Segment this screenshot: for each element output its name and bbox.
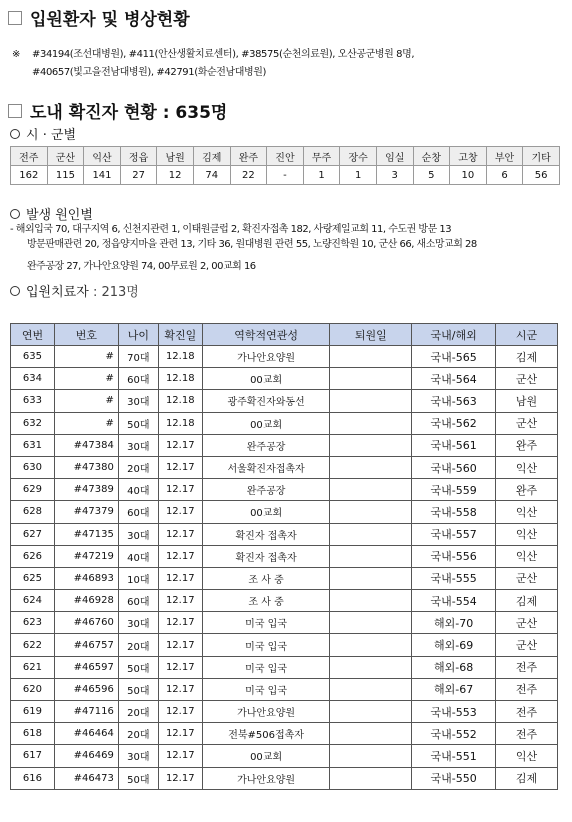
table-row (11, 745, 558, 767)
epi-link-cell: 가나안요양원 (202, 767, 330, 789)
epi-link-cell: 전북#506접촉자 (202, 723, 330, 745)
route-cell: 국내-560 (412, 456, 496, 478)
age-cell: 20대 (118, 456, 158, 478)
case-number-cell: #46928 (54, 590, 118, 612)
table-row (11, 434, 558, 456)
discharge-date-cell (330, 456, 412, 478)
case-number-cell: #47384 (54, 434, 118, 456)
case-number-cell: #46757 (54, 634, 118, 656)
region-header-cell: 남원 (157, 147, 194, 166)
case-number-cell: #46893 (54, 567, 118, 589)
region-header-cell: 군산 (47, 147, 84, 166)
epi-link-cell: 확진자 접촉자 (202, 545, 330, 567)
case-number-cell: #47135 (54, 523, 118, 545)
table-row (11, 701, 558, 723)
city-cell: 전주 (496, 723, 558, 745)
region-value-cell: 10 (450, 166, 487, 185)
route-cell: 국내-553 (412, 701, 496, 723)
serial-cell: 622 (11, 634, 55, 656)
age-cell: 30대 (118, 434, 158, 456)
epi-link-cell: 미국 입국 (202, 678, 330, 700)
city-cell: 군산 (496, 612, 558, 634)
subheading-label: 발생 원인별 (26, 208, 93, 223)
serial-cell: 625 (11, 567, 55, 589)
cause-line: - 해외입국 70, 대구지역 6, 신천지관련 1, 이태원클럽 2, 확진자접촉 182, 사랑제일교회 11, 수도권 방문 13 (10, 224, 452, 235)
subheading-label: 입원치료자 (26, 285, 89, 300)
discharge-date-cell (330, 678, 412, 700)
confirm-date-cell: 12.17 (158, 723, 202, 745)
column-header: 확진일 (158, 324, 202, 346)
serial-cell: 616 (11, 767, 55, 789)
checkbox-square-icon (8, 11, 22, 25)
age-cell: 20대 (118, 634, 158, 656)
confirm-date-cell: 12.18 (158, 368, 202, 390)
region-value-cell: 5 (413, 166, 450, 185)
serial-cell: 632 (11, 412, 55, 434)
city-cell: 익산 (496, 523, 558, 545)
city-cell: 군산 (496, 412, 558, 434)
serial-cell: 620 (11, 678, 55, 700)
confirm-date-cell: 12.17 (158, 612, 202, 634)
age-cell: 30대 (118, 745, 158, 767)
subheading-inpatient (10, 281, 139, 300)
discharge-date-cell (330, 545, 412, 567)
column-header: 역학적연관성 (202, 324, 330, 346)
serial-cell: 633 (11, 390, 55, 412)
route-cell: 국내-564 (412, 368, 496, 390)
section-title: 입원환자 및 병상현황 (30, 10, 190, 30)
region-header-cell: 순창 (413, 147, 450, 166)
confirm-date-cell: 12.17 (158, 745, 202, 767)
serial-cell: 621 (11, 656, 55, 678)
table-row (11, 656, 558, 678)
confirm-date-cell: 12.17 (158, 656, 202, 678)
discharge-date-cell (330, 412, 412, 434)
region-value-cell: - (267, 166, 304, 185)
region-value-cell: 115 (47, 166, 84, 185)
discharge-date-cell (330, 479, 412, 501)
serial-cell: 617 (11, 745, 55, 767)
epi-link-cell: 조 사 중 (202, 567, 330, 589)
region-header-cell: 진안 (267, 147, 304, 166)
city-cell: 전주 (496, 701, 558, 723)
case-number-cell: #46464 (54, 723, 118, 745)
discharge-date-cell (330, 656, 412, 678)
region-value-cell: 1 (303, 166, 340, 185)
discharge-date-cell (330, 723, 412, 745)
route-cell: 해외-70 (412, 612, 496, 634)
circle-bullet-icon (10, 209, 20, 219)
serial-cell: 619 (11, 701, 55, 723)
discharge-date-cell (330, 390, 412, 412)
circle-bullet-icon (10, 129, 20, 139)
epi-link-cell: 00교회 (202, 368, 330, 390)
city-cell: 완주 (496, 434, 558, 456)
epi-link-cell: 가나안요양원 (202, 701, 330, 723)
discharge-date-cell (330, 590, 412, 612)
route-cell: 국내-563 (412, 390, 496, 412)
discharge-date-cell (330, 501, 412, 523)
city-cell: 군산 (496, 368, 558, 390)
column-header: 국내/해외 (412, 324, 496, 346)
discharge-date-cell (330, 368, 412, 390)
age-cell: 50대 (118, 412, 158, 434)
epi-link-cell: 00교회 (202, 501, 330, 523)
case-number-cell: # (54, 346, 118, 368)
table-row (11, 767, 558, 789)
serial-cell: 631 (11, 434, 55, 456)
route-cell: 국내-558 (412, 501, 496, 523)
epi-link-cell: 조 사 중 (202, 590, 330, 612)
route-cell: 해외-68 (412, 656, 496, 678)
route-cell: 국내-551 (412, 745, 496, 767)
case-number-cell: #46597 (54, 656, 118, 678)
region-header-cell: 부안 (486, 147, 523, 166)
circle-bullet-icon (10, 286, 20, 296)
serial-cell: 634 (11, 368, 55, 390)
discharge-date-cell (330, 523, 412, 545)
case-number-cell: #46596 (54, 678, 118, 700)
route-cell: 해외-67 (412, 678, 496, 700)
table-row (11, 412, 558, 434)
age-cell: 70대 (118, 346, 158, 368)
column-header: 퇴원일 (330, 324, 412, 346)
epi-link-cell: 미국 입국 (202, 612, 330, 634)
confirm-date-cell: 12.17 (158, 479, 202, 501)
age-cell: 10대 (118, 567, 158, 589)
region-header-cell: 완주 (230, 147, 267, 166)
column-header: 나이 (118, 324, 158, 346)
table-row (11, 723, 558, 745)
city-cell: 익산 (496, 545, 558, 567)
discharge-date-cell (330, 767, 412, 789)
region-header-cell: 고창 (450, 147, 487, 166)
confirm-date-cell: 12.17 (158, 523, 202, 545)
epi-link-cell: 광주확진자와동선 (202, 390, 330, 412)
city-cell: 익산 (496, 501, 558, 523)
cause-line: 방문판매관련 20, 정읍양지마을 관련 13, 기타 36, 원대병원 관련 55, 노량진학원 10, 군산 66, 새소망교회 28 (27, 239, 477, 250)
table-header-row (11, 324, 558, 346)
region-header-row (11, 147, 560, 166)
route-cell: 국내-565 (412, 346, 496, 368)
region-header-cell: 익산 (84, 147, 121, 166)
city-cell: 완주 (496, 479, 558, 501)
serial-cell: 624 (11, 590, 55, 612)
age-cell: 20대 (118, 723, 158, 745)
route-cell: 해외-69 (412, 634, 496, 656)
region-value-cell: 27 (120, 166, 157, 185)
confirm-date-cell: 12.17 (158, 701, 202, 723)
case-number-cell: # (54, 412, 118, 434)
age-cell: 60대 (118, 590, 158, 612)
discharge-date-cell (330, 634, 412, 656)
confirm-date-cell: 12.17 (158, 567, 202, 589)
region-table (10, 146, 560, 185)
serial-cell: 618 (11, 723, 55, 745)
age-cell: 50대 (118, 767, 158, 789)
region-header-cell: 임실 (376, 147, 413, 166)
route-cell: 국내-556 (412, 545, 496, 567)
serial-cell: 628 (11, 501, 55, 523)
city-cell: 남원 (496, 390, 558, 412)
column-header: 번호 (54, 324, 118, 346)
region-value-cell: 74 (193, 166, 230, 185)
route-cell: 국내-550 (412, 767, 496, 789)
region-value-cell: 141 (84, 166, 121, 185)
confirm-date-cell: 12.17 (158, 545, 202, 567)
route-cell: 국내-559 (412, 479, 496, 501)
table-row (11, 390, 558, 412)
discharge-date-cell (330, 434, 412, 456)
case-number-cell: #46473 (54, 767, 118, 789)
region-value-cell: 12 (157, 166, 194, 185)
region-header-cell: 김제 (193, 147, 230, 166)
route-cell: 국내-552 (412, 723, 496, 745)
epi-link-cell: 확진자 접촉자 (202, 523, 330, 545)
route-cell: 국내-555 (412, 567, 496, 589)
age-cell: 40대 (118, 479, 158, 501)
column-header: 시군 (496, 324, 558, 346)
city-cell: 김제 (496, 767, 558, 789)
age-cell: 50대 (118, 656, 158, 678)
section-title: 도내 확진자 현황 : 635명 (30, 103, 228, 123)
city-cell: 군산 (496, 634, 558, 656)
city-cell: 익산 (496, 456, 558, 478)
region-value-cell: 22 (230, 166, 267, 185)
region-header-cell: 기타 (523, 147, 560, 166)
table-row (11, 545, 558, 567)
city-cell: 군산 (496, 567, 558, 589)
confirm-date-cell: 12.17 (158, 456, 202, 478)
case-number-cell: #47389 (54, 479, 118, 501)
region-value-cell: 6 (486, 166, 523, 185)
table-row (11, 346, 558, 368)
table-row (11, 523, 558, 545)
region-value-row (11, 166, 560, 185)
city-cell: 김제 (496, 590, 558, 612)
table-row (11, 590, 558, 612)
case-number-cell: #47380 (54, 456, 118, 478)
confirm-date-cell: 12.17 (158, 678, 202, 700)
confirm-date-cell: 12.17 (158, 501, 202, 523)
inpatient-count: : 213명 (92, 285, 139, 300)
epi-link-cell: 00교회 (202, 412, 330, 434)
case-number-cell: #46469 (54, 745, 118, 767)
epi-link-cell: 가나안요양원 (202, 346, 330, 368)
region-header-cell: 무주 (303, 147, 340, 166)
confirm-date-cell: 12.17 (158, 634, 202, 656)
case-number-cell: # (54, 390, 118, 412)
table-row (11, 479, 558, 501)
serial-cell: 626 (11, 545, 55, 567)
table-row (11, 368, 558, 390)
table-row (11, 634, 558, 656)
route-cell: 국내-561 (412, 434, 496, 456)
case-number-cell: #46760 (54, 612, 118, 634)
region-header-cell: 전주 (11, 147, 48, 166)
confirm-date-cell: 12.18 (158, 412, 202, 434)
confirm-date-cell: 12.17 (158, 434, 202, 456)
age-cell: 40대 (118, 545, 158, 567)
note-line: #40657(빛고을전남대병원), #42791(화순전남대병원) (32, 67, 267, 78)
age-cell: 60대 (118, 501, 158, 523)
subheading-region (10, 124, 76, 143)
checkbox-square-icon (8, 104, 22, 118)
discharge-date-cell (330, 567, 412, 589)
serial-cell: 635 (11, 346, 55, 368)
route-cell: 국내-562 (412, 412, 496, 434)
region-value-cell: 56 (523, 166, 560, 185)
age-cell: 30대 (118, 390, 158, 412)
epi-link-cell: 미국 입국 (202, 656, 330, 678)
section-heading-confirmed (8, 98, 227, 123)
region-value-cell: 3 (376, 166, 413, 185)
column-header: 연번 (11, 324, 55, 346)
epi-link-cell: 서울확진자접촉자 (202, 456, 330, 478)
age-cell: 30대 (118, 612, 158, 634)
case-number-cell: #47379 (54, 501, 118, 523)
confirm-date-cell: 12.17 (158, 767, 202, 789)
confirm-date-cell: 12.18 (158, 346, 202, 368)
note-line: #34194(조선대병원), #411(안산생활치료센터), #38575(순천의료원), 오산공군병원 8명, (32, 49, 415, 60)
age-cell: 50대 (118, 678, 158, 700)
city-cell: 김제 (496, 346, 558, 368)
case-number-cell: #47219 (54, 545, 118, 567)
table-row (11, 456, 558, 478)
region-header-cell: 정읍 (120, 147, 157, 166)
table-row (11, 678, 558, 700)
case-number-cell: #47116 (54, 701, 118, 723)
serial-cell: 629 (11, 479, 55, 501)
age-cell: 20대 (118, 701, 158, 723)
patients-table (10, 323, 558, 790)
epi-link-cell: 완주공장 (202, 479, 330, 501)
region-header-cell: 장수 (340, 147, 377, 166)
table-row (11, 567, 558, 589)
confirm-date-cell: 12.17 (158, 590, 202, 612)
discharge-date-cell (330, 612, 412, 634)
route-cell: 국내-554 (412, 590, 496, 612)
case-number-cell: # (54, 368, 118, 390)
region-value-cell: 162 (11, 166, 48, 185)
cause-line: 완주공장 27, 가나안요양원 74, 00무료원 2, 00교회 16 (27, 261, 256, 272)
discharge-date-cell (330, 745, 412, 767)
age-cell: 30대 (118, 523, 158, 545)
serial-cell: 627 (11, 523, 55, 545)
serial-cell: 623 (11, 612, 55, 634)
route-cell: 국내-557 (412, 523, 496, 545)
epi-link-cell: 00교회 (202, 745, 330, 767)
table-row (11, 501, 558, 523)
discharge-date-cell (330, 701, 412, 723)
city-cell: 익산 (496, 745, 558, 767)
table-row (11, 612, 558, 634)
epi-link-cell: 완주공장 (202, 434, 330, 456)
section-heading-inpatients (8, 5, 190, 30)
confirm-date-cell: 12.18 (158, 390, 202, 412)
discharge-date-cell (330, 346, 412, 368)
city-cell: 전주 (496, 678, 558, 700)
serial-cell: 630 (11, 456, 55, 478)
epi-link-cell: 미국 입국 (202, 634, 330, 656)
age-cell: 60대 (118, 368, 158, 390)
note-mark: ※ (12, 49, 20, 60)
subheading-label: 시 · 군별 (26, 128, 77, 143)
region-value-cell: 1 (340, 166, 377, 185)
city-cell: 전주 (496, 656, 558, 678)
